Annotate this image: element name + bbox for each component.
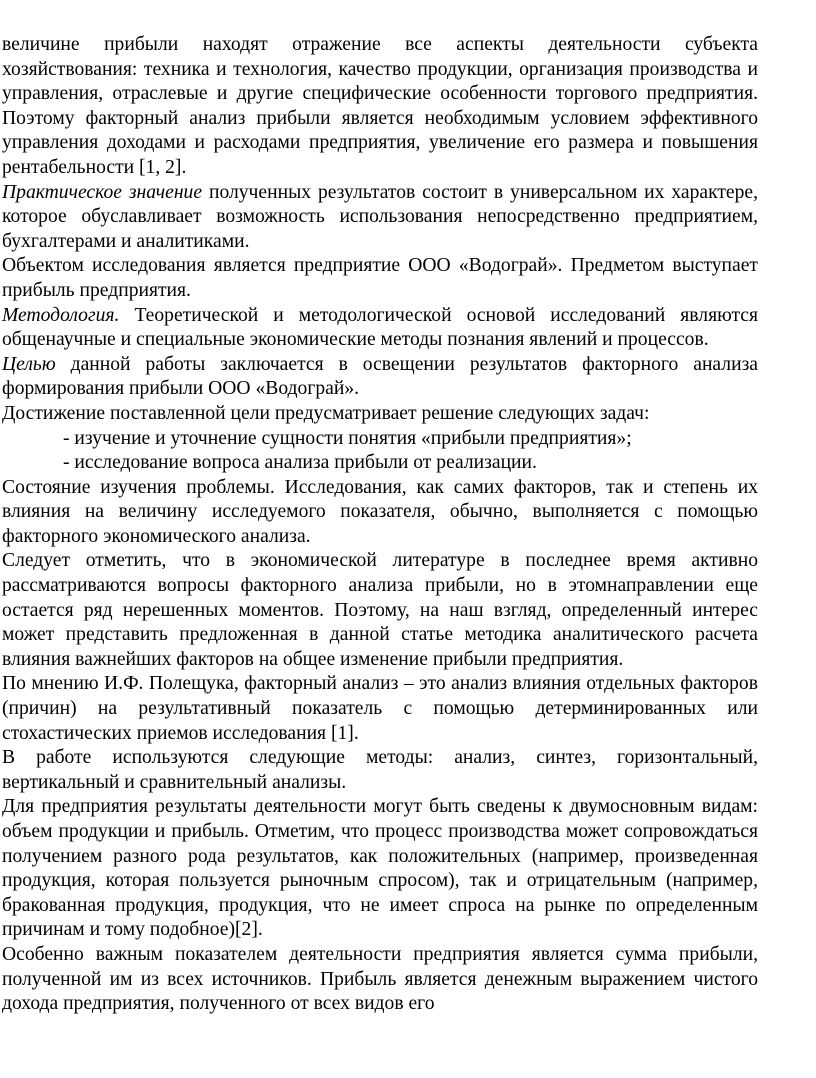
paragraph-profit-aspects: величине прибыли находят отражение все аспекты деятельности субъекта хозяйствования: техника и технология, качество продукции, организация производства и управления, отраслевые и другие специфические особенности торгового предприятия. Поэтому факторный анализ прибыли является необходимым условием эффективного управления доходами и расходами предприятия, увеличение его размера и повышения рентабельности [1, 2]. [2,34,758,178]
list-item-task-2: - исследование вопроса анализа прибыли от реализации. [63,452,537,474]
paragraph-text: данной работы заключается в освещении результатов факторного анализа формирования прибыли ООО «Водограй». [2,353,758,400]
paragraph-text: полученных результатов состоит в универсальном их характере, которое обуславливает возможность использования непосредственно предприятием, бухгалтерами и аналитиками. [2,181,758,252]
italic-lead-practical-value: Практическое значение [2,181,203,203]
paragraph-enterprise-results: Для предприятия результаты деятельности могут быть сведены к двумосновным видам: объем продукции и прибыль. Отметим, что процесс производства может сопровождаться получением разного рода результатов, как положительных (например, произведенная продукция, которая пользуется рыночным спросом), так и отрицательным (например, бракованная продукция, продукция, что не имеет спроса на рынке по определенным причинам и тому подобное)[2]. [2,796,758,941]
italic-lead-goal: Целью [2,353,56,375]
paragraph-tasks-intro: Достижение поставленной цели предусматривает решение следующих задач: [2,402,650,424]
paragraph-practical-value [2,181,758,255]
paragraph-methods: В работе используются следующие методы: анализ, синтез, горизонтальный, вертикальный и сравнительный анализы. [2,747,758,793]
list-item-task-1: - изучение и уточнение сущности понятия «прибыли предприятия»; [63,427,632,449]
paragraph-methodology [2,304,758,353]
paragraph-literature: Следует отметить, что в экономической литературе в последнее время активно рассматриваются вопросы факторного анализа прибыли, но в этомнаправлении еще остается ряд нерешенных моментов. Поэтому, на наш взгляд, определенный интерес может представить предложенная в данной статье методика аналитического расчета влияния важнейших факторов на общее изменение прибыли предприятия. [2,550,758,670]
paragraph-research-object: Объектом исследования является предприятие ООО «Водограй». Предметом выступает прибыль предприятия. [2,255,758,301]
paragraph-profit-indicator: Особенно важным показателем деятельности предприятия является сумма прибыли, полученной им из всех источников. Прибыль является денежным выражением чистого дохода предприятия, полученного от всех видов его [2,943,758,1015]
paragraph-goal [2,353,758,402]
paragraph-text: Теоретической и методологической основой исследований являются общенаучные и специальные экономические методы познания явлений и процессов. [2,304,758,351]
paragraph-poleshchuk-definition: По мнению И.Ф. Полещука, факторный анализ – это анализ влияния отдельных факторов (причин) на результативный показатель с помощью детерминированных или стохастических приемов исследования [1]. [2,673,758,744]
paragraph-problem-state: Состояние изучения проблемы. Исследования, как самих факторов, так и степень их влияния на величину исследуемого показателя, обычно, выполняется с помощью факторного экономического анализа. [2,476,758,547]
italic-lead-methodology: Методология. [2,304,120,326]
